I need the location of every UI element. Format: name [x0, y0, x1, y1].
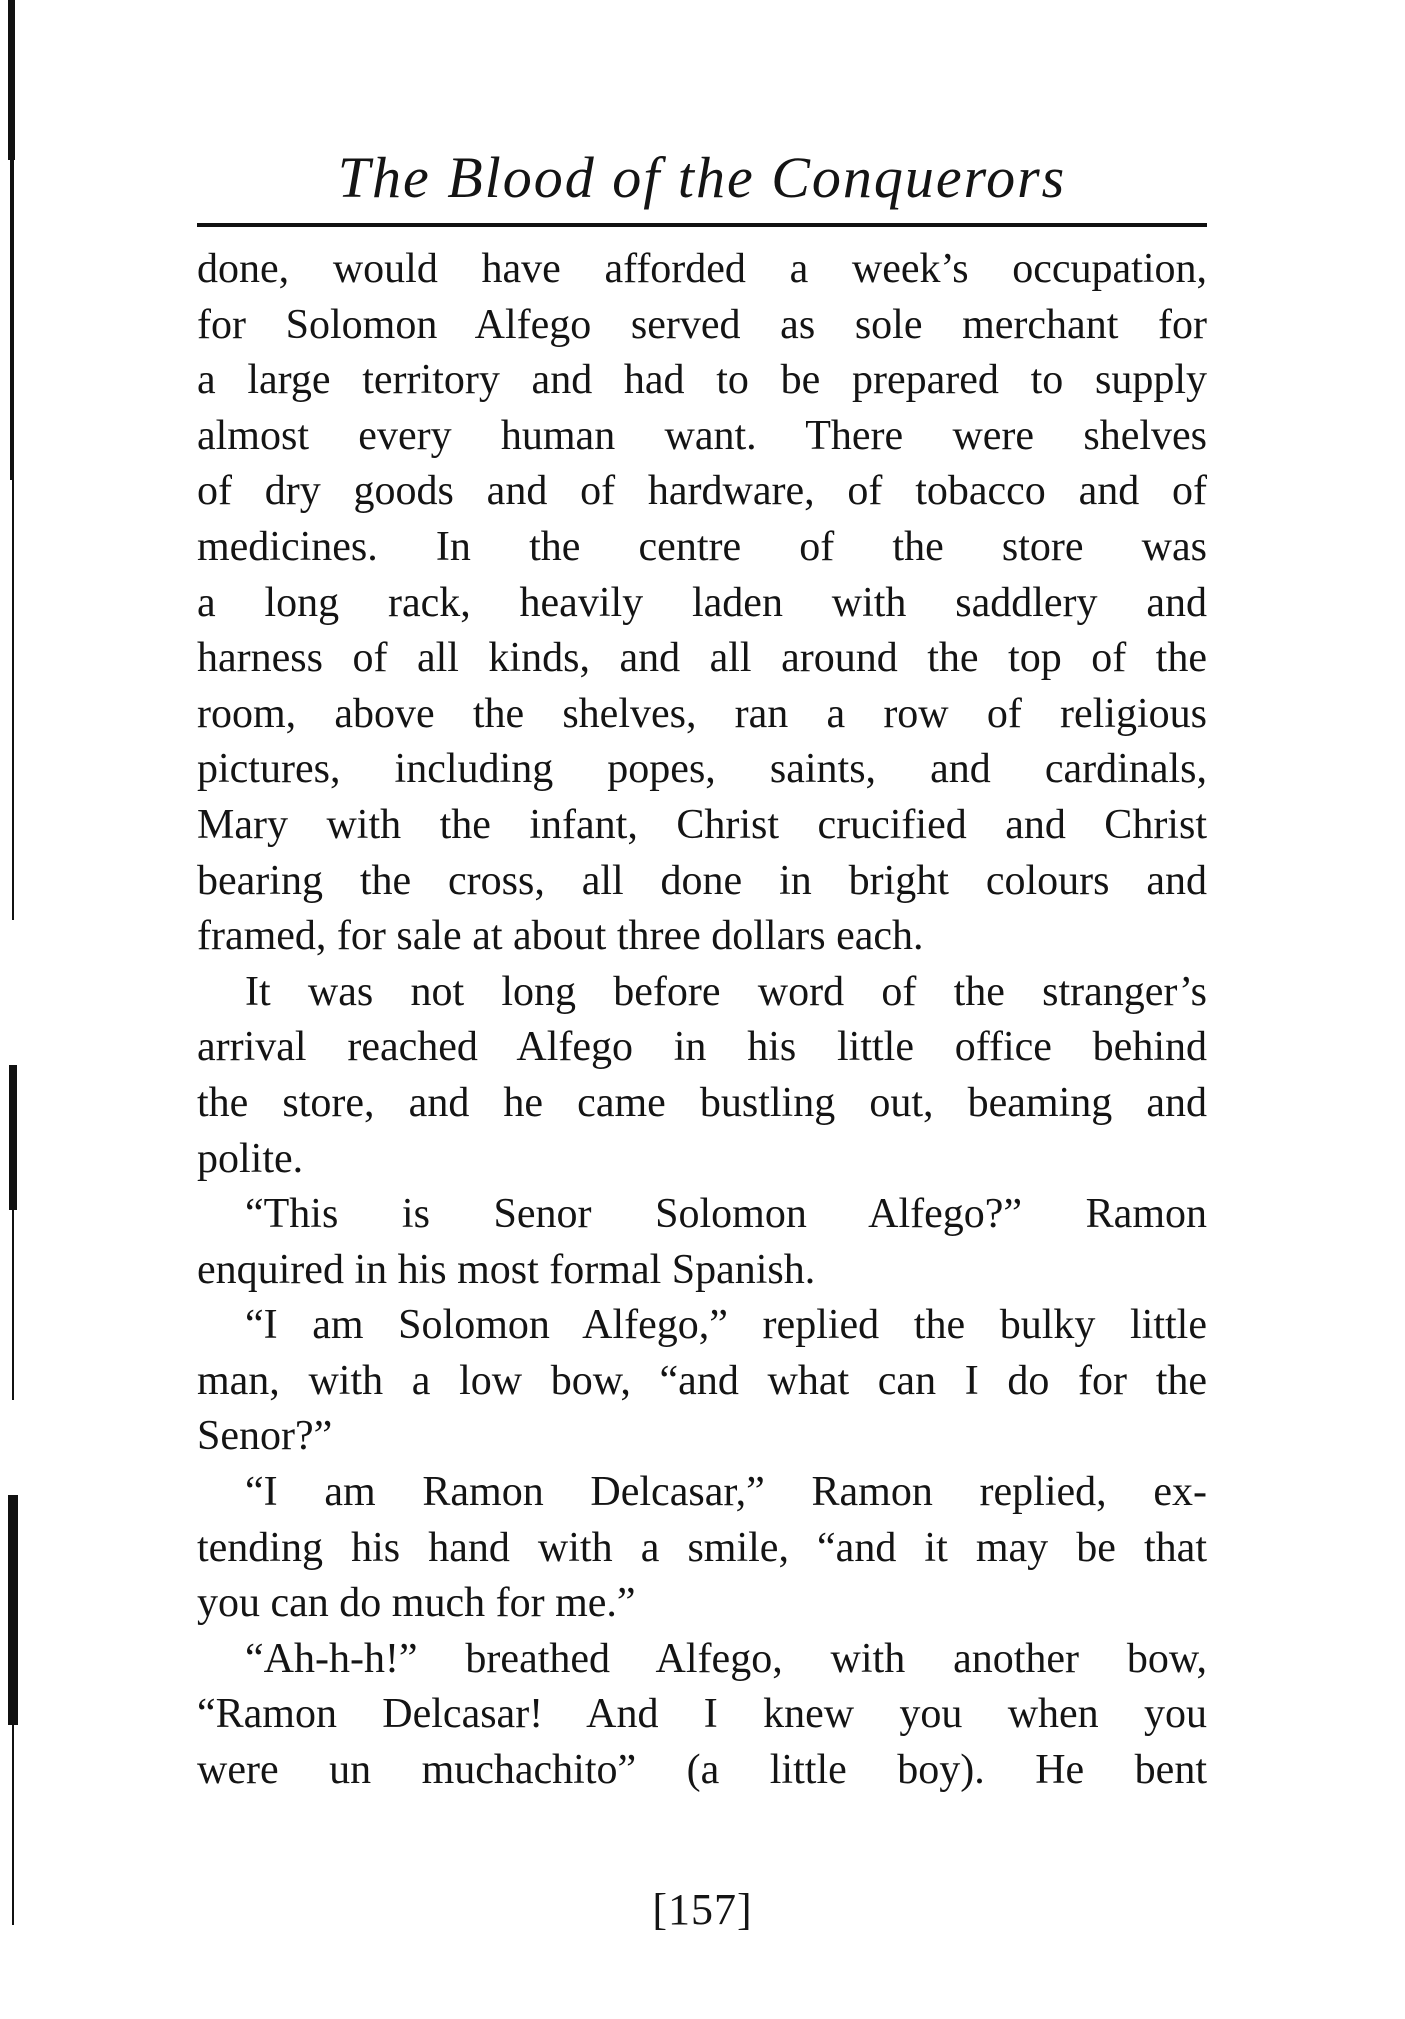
- text-line: enquired in his most formal Spanish.: [197, 1246, 816, 1293]
- binding-edge-mark: [12, 480, 14, 920]
- text-line: for Solomon Alfego served as sole merchant for: [197, 301, 1207, 348]
- text-line: tending his hand with a smile, “and it may be that: [197, 1524, 1207, 1571]
- binding-edge-mark: [8, 1495, 18, 1725]
- text-line: bearing the cross, all done in bright colours and: [197, 857, 1207, 904]
- text-line: done, would have afforded a week’s occupation,: [197, 246, 1207, 292]
- running-head: The Blood of the Conquerors: [337, 145, 1067, 210]
- text-line: pictures, including popes, saints, and cardinals,: [197, 746, 1207, 793]
- binding-edge-mark: [12, 1210, 14, 1400]
- text-line: It was not long before word of the stranger’s: [245, 968, 1207, 1015]
- text-line: the store, and he came bustling out, beaming and: [197, 1079, 1207, 1126]
- text-line: “Ah-h-h!” breathed Alfego, with another bow,: [245, 1635, 1207, 1682]
- text-line: harness of all kinds, and all around the top of the: [197, 635, 1207, 682]
- text-line: a long rack, heavily laden with saddlery and: [197, 579, 1207, 626]
- text-line: Senor?”: [197, 1413, 333, 1460]
- text-line: arrival reached Alfego in his little office behind: [197, 1024, 1207, 1071]
- text-line: you can do much for me.”: [197, 1580, 636, 1627]
- text-line: of dry goods and of hardware, of tobacco and of: [197, 468, 1207, 515]
- page-number: [157]: [652, 1885, 753, 1934]
- binding-edge-mark: [10, 160, 14, 480]
- text-line: Mary with the infant, Christ crucified and Christ: [197, 801, 1207, 848]
- text-line: polite.: [197, 1135, 304, 1182]
- text-line: room, above the shelves, ran a row of religious: [197, 690, 1207, 737]
- page-header: [197, 138, 1207, 218]
- text-line: “I am Ramon Delcasar,” Ramon replied, ex-: [245, 1469, 1207, 1516]
- text-line: “This is Senor Solomon Alfego?” Ramon: [245, 1191, 1207, 1238]
- text-line: medicines. In the centre of the store was: [197, 523, 1207, 570]
- text-line: “Ramon Delcasar! And I knew you when you: [197, 1691, 1207, 1738]
- text-line: a large territory and had to be prepared to supply: [197, 357, 1207, 404]
- text-line: “I am Solomon Alfego,” replied the bulky little: [245, 1302, 1207, 1349]
- text-line: almost every human want. There were shelves: [197, 412, 1207, 459]
- header-rule: [197, 223, 1207, 227]
- binding-edge-mark: [8, 0, 15, 160]
- binding-edge-mark: [9, 1065, 17, 1210]
- text-line: were un muchachito” (a little boy). He bent: [197, 1747, 1207, 1794]
- body-text: [197, 242, 1207, 1799]
- text-line: framed, for sale at about three dollars each.: [197, 913, 924, 960]
- text-line: man, with a low bow, “and what can I do for the: [197, 1357, 1207, 1404]
